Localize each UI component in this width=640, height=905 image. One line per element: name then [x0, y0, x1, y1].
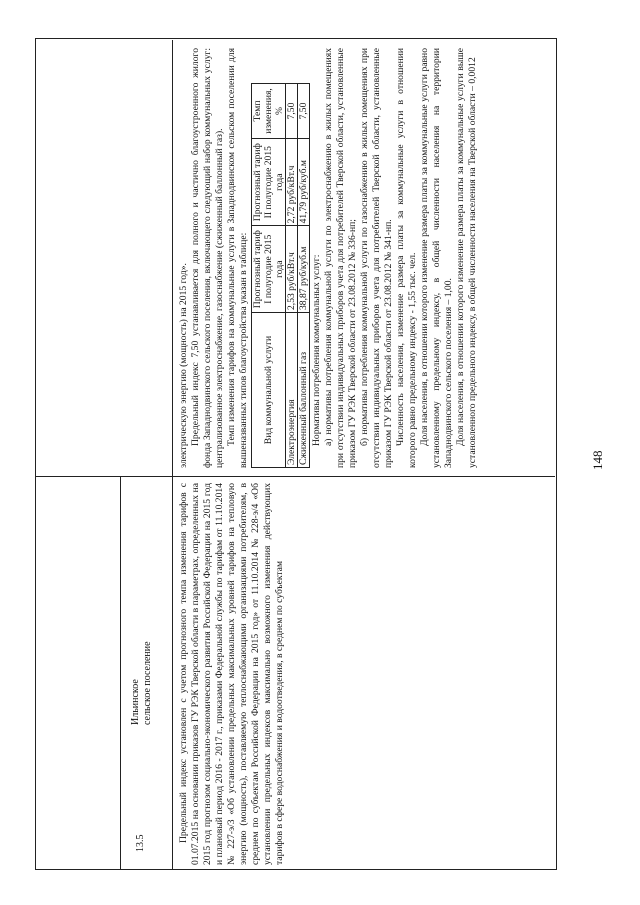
table-header-row	[252, 84, 286, 468]
table-cell: 38,87 руб/куб.м	[298, 226, 310, 313]
col-divider-number	[120, 477, 121, 870]
upper-line-3: Темп изменения тарифов на коммунальные услуги в Западнодвинском сельском поселении для вышеназванных типов благоустройства указан в таблице:	[226, 48, 249, 468]
org-line: Ильинское	[130, 679, 141, 725]
upper-line-1: электрическую энергию (мощность) на 2015 год».	[178, 263, 189, 468]
org-line: сельское поселение	[142, 641, 153, 725]
row-13-5-text: Предельный индекс установлен с учетом прогнозного темпа изменения тарифов с 01.07.2015 на основании приказов ГУ РЭК Тверской области в параметрах, определенных на 2015 год прогнозом социально-экономического развития Российской Федерации на 2015 год и плановый период 2016 - 2017 г., приказами Федеральной службы по тарифам от 11.10.2014 № 227-э/3 «Об установлении предельных максимальных уровней тарифов на тепловую энергию (мощность), поставляемую теплоснабжающими организациями потребителям, в среднем по субъектам Российской Федерации на 2015 год» от 11.10.2014 № 228-э/4 «Об установлении предельных индексов максимально возможного изменения действующих тарифов в сфере водоснабжения и водоотведения, в среднем по субъектам	[178, 483, 285, 865]
table-cell: 2,72 руб/кВт.ч	[286, 139, 298, 226]
page-number: 148	[590, 450, 605, 470]
tariff-table	[251, 83, 310, 468]
population-share-equal: Доля населения, в отношении которого изменение размера платы за коммунальные услуги равно установленному предельному индексу, в общей численности населения на территории Западнодвинского сельского поселения – 1,00.	[419, 48, 454, 468]
org-name	[130, 485, 154, 725]
norm-b: б) нормативы потребления коммунальной услуги по газоснабжению в жилых помещениях при отсутствии индивидуальных приборов учета для потребителей Тверской области, установленные приказом ГУ РЭК Тверской области от 23.08.2012 № 341-нп.	[359, 48, 394, 468]
table-header-cell: Вид коммунальной услуги	[252, 313, 286, 468]
norms-heading: Нормативы потребления коммунальных услуг:	[311, 254, 322, 446]
upper-line-2: Предельный индекс 7,50 устанавливается для полного и частично благоустроенного жилого фонда Западнодвинского сельского поселения, включающего следующий набор коммунальных услуг: централизованное электроснабжение, газоснабжение (сжиженный баллонный газ).	[190, 48, 225, 468]
table-header-cell: Темп изменения, %	[252, 84, 286, 139]
table-row	[298, 84, 310, 468]
row-divider	[35, 476, 555, 477]
table-cell: 2,53 руб/кВт.ч	[286, 226, 298, 313]
table-cell: 7,50	[286, 84, 298, 139]
table-header-cell: Прогнозный тариф II полугодие 2015 года	[252, 139, 286, 226]
population-count: Численность населения, изменение размера платы за коммунальные услуги в отношении которого равно предельному индексу - 1,55 тыс. чел.	[395, 48, 418, 468]
table-cell: 7,50	[298, 84, 310, 139]
row-number: 13.5	[135, 834, 146, 852]
upper-block-text	[178, 48, 479, 468]
col-divider-org	[172, 40, 173, 870]
table-header-cell: Прогнозный тариф I полугодие 2015 года	[252, 226, 286, 313]
population-share-above: Доля населения, в отношении которого изменение размера платы за коммунальные услуги выше установленного предельного индексу, в общей численности населения на Тверской области – 0,0012	[455, 48, 478, 468]
table-row	[286, 84, 298, 468]
norm-a: а) нормативы потребления коммунальной услуги по электроснабжению в жилых помещениях при отсутствии индивидуальных приборов учета для потребителей Тверской области, установленные приказом ГУ РЭК Тверской области от 23.08.2012 № 336-нп;	[323, 48, 358, 468]
table-cell: 41,79 руб/куб.м	[298, 139, 310, 226]
table-cell: Сжиженный баллонный газ	[298, 313, 310, 468]
table-cell: Электроэнергия	[286, 313, 298, 468]
